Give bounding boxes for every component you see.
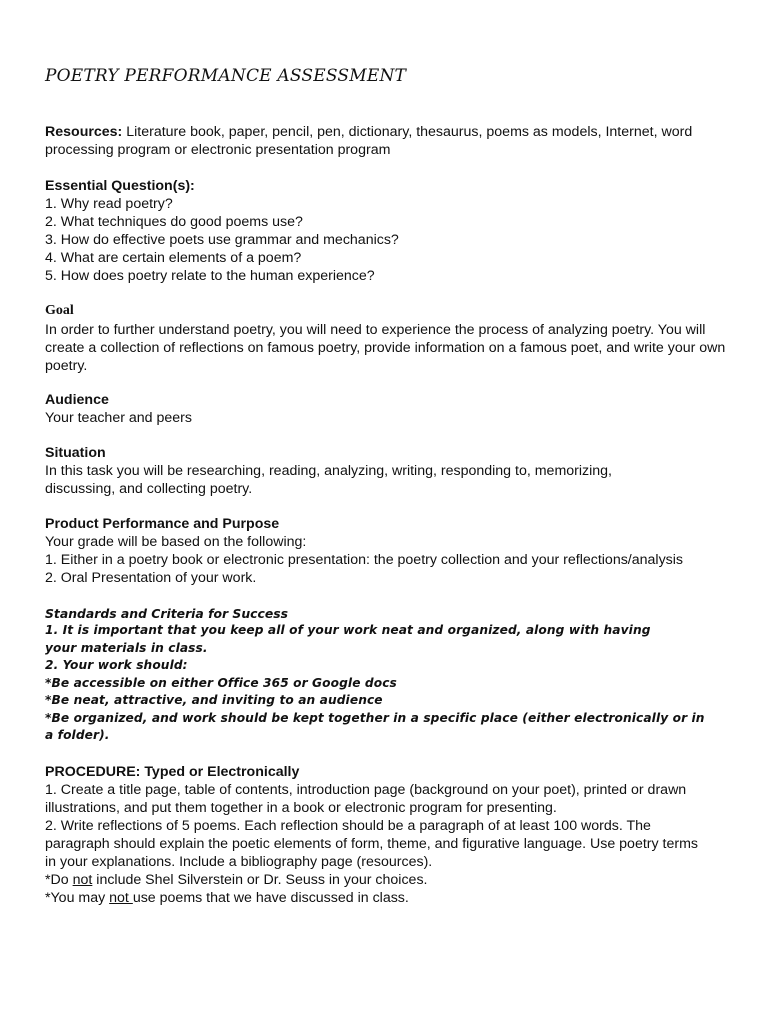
goal-text: In order to further understand poetry, you will need to experience the process of analyzing poetry. You will create a collection of reflections on famous poetry, provide information on a famous poet, and write your own poetry. — [45, 322, 726, 374]
procedure-note: *Do not include Shel Silverstein or Dr. Seuss in your choices. — [45, 872, 428, 888]
underlined-not: not — [72, 872, 93, 888]
product-line: 1. Either in a poetry book or electronic presentation: the poetry collection and your reflections/analysis — [45, 552, 684, 568]
question-item: 3. How do effective poets use grammar and mechanics? — [45, 232, 399, 248]
standards-section — [45, 605, 735, 745]
resources-section — [45, 123, 735, 159]
audience-section — [45, 391, 735, 427]
essential-questions-heading: Essential Question(s): — [45, 178, 195, 194]
standards-heading: Standards and Criteria for Success — [45, 606, 289, 621]
goal-section — [45, 302, 735, 375]
product-heading: Product Performance and Purpose — [45, 516, 280, 532]
standards-item: 1. It is important that you keep all of your work neat and organized, along with having your materials in class. — [45, 623, 651, 655]
standards-bullet: *Be accessible on either Office 365 or Google docs — [45, 675, 397, 690]
resources-label: Resources: — [45, 124, 123, 140]
situation-section — [45, 444, 735, 498]
essential-questions-section — [45, 177, 735, 285]
question-item: 5. How does poetry relate to the human experience? — [45, 268, 375, 284]
underlined-not: not — [109, 890, 133, 906]
product-line: 2. Oral Presentation of your work. — [45, 570, 257, 586]
goal-heading: Goal — [45, 303, 74, 318]
situation-heading: Situation — [45, 445, 106, 461]
procedure-heading: PROCEDURE: Typed or Electronically — [45, 764, 300, 780]
procedure-note: *You may not use poems that we have discussed in class. — [45, 890, 409, 906]
procedure-section — [45, 763, 735, 907]
procedure-step: 2. Write reflections of 5 poems. Each reflection should be a paragraph of at least 100 words. The paragraph should explain the poetic elements of form, theme, and figurative language. Use poetry terms in your explanations. Include a bibliography page (resources). — [45, 818, 698, 870]
audience-heading: Audience — [45, 392, 109, 408]
standards-bullet: *Be organized, and work should be kept together in a specific place (either electronically or in a folder). — [45, 710, 705, 742]
question-item: 1. Why read poetry? — [45, 196, 173, 212]
page-title: POETRY PERFORMANCE ASSESSMENT — [45, 66, 407, 86]
situation-text: In this task you will be researching, reading, analyzing, writing, responding to, memorizing, discussing, and collecting poetry. — [45, 463, 612, 497]
product-section — [45, 515, 735, 587]
question-item: 2. What techniques do good poems use? — [45, 214, 303, 230]
question-item: 4. What are certain elements of a poem? — [45, 250, 302, 266]
standards-item: 2. Your work should: — [45, 658, 188, 672]
product-line: Your grade will be based on the following: — [45, 534, 307, 550]
audience-text: Your teacher and peers — [45, 410, 192, 426]
procedure-step: 1. Create a title page, table of contents, introduction page (background on your poet), printed or drawn illustrations, and put them together in a book or electronic program for presenting. — [45, 782, 687, 816]
standards-bullet: *Be neat, attractive, and inviting to an audience — [45, 693, 383, 707]
resources-text: Literature book, paper, pencil, pen, dictionary, thesaurus, poems as models, Internet, word processing program or electronic presentation program — [45, 124, 693, 158]
